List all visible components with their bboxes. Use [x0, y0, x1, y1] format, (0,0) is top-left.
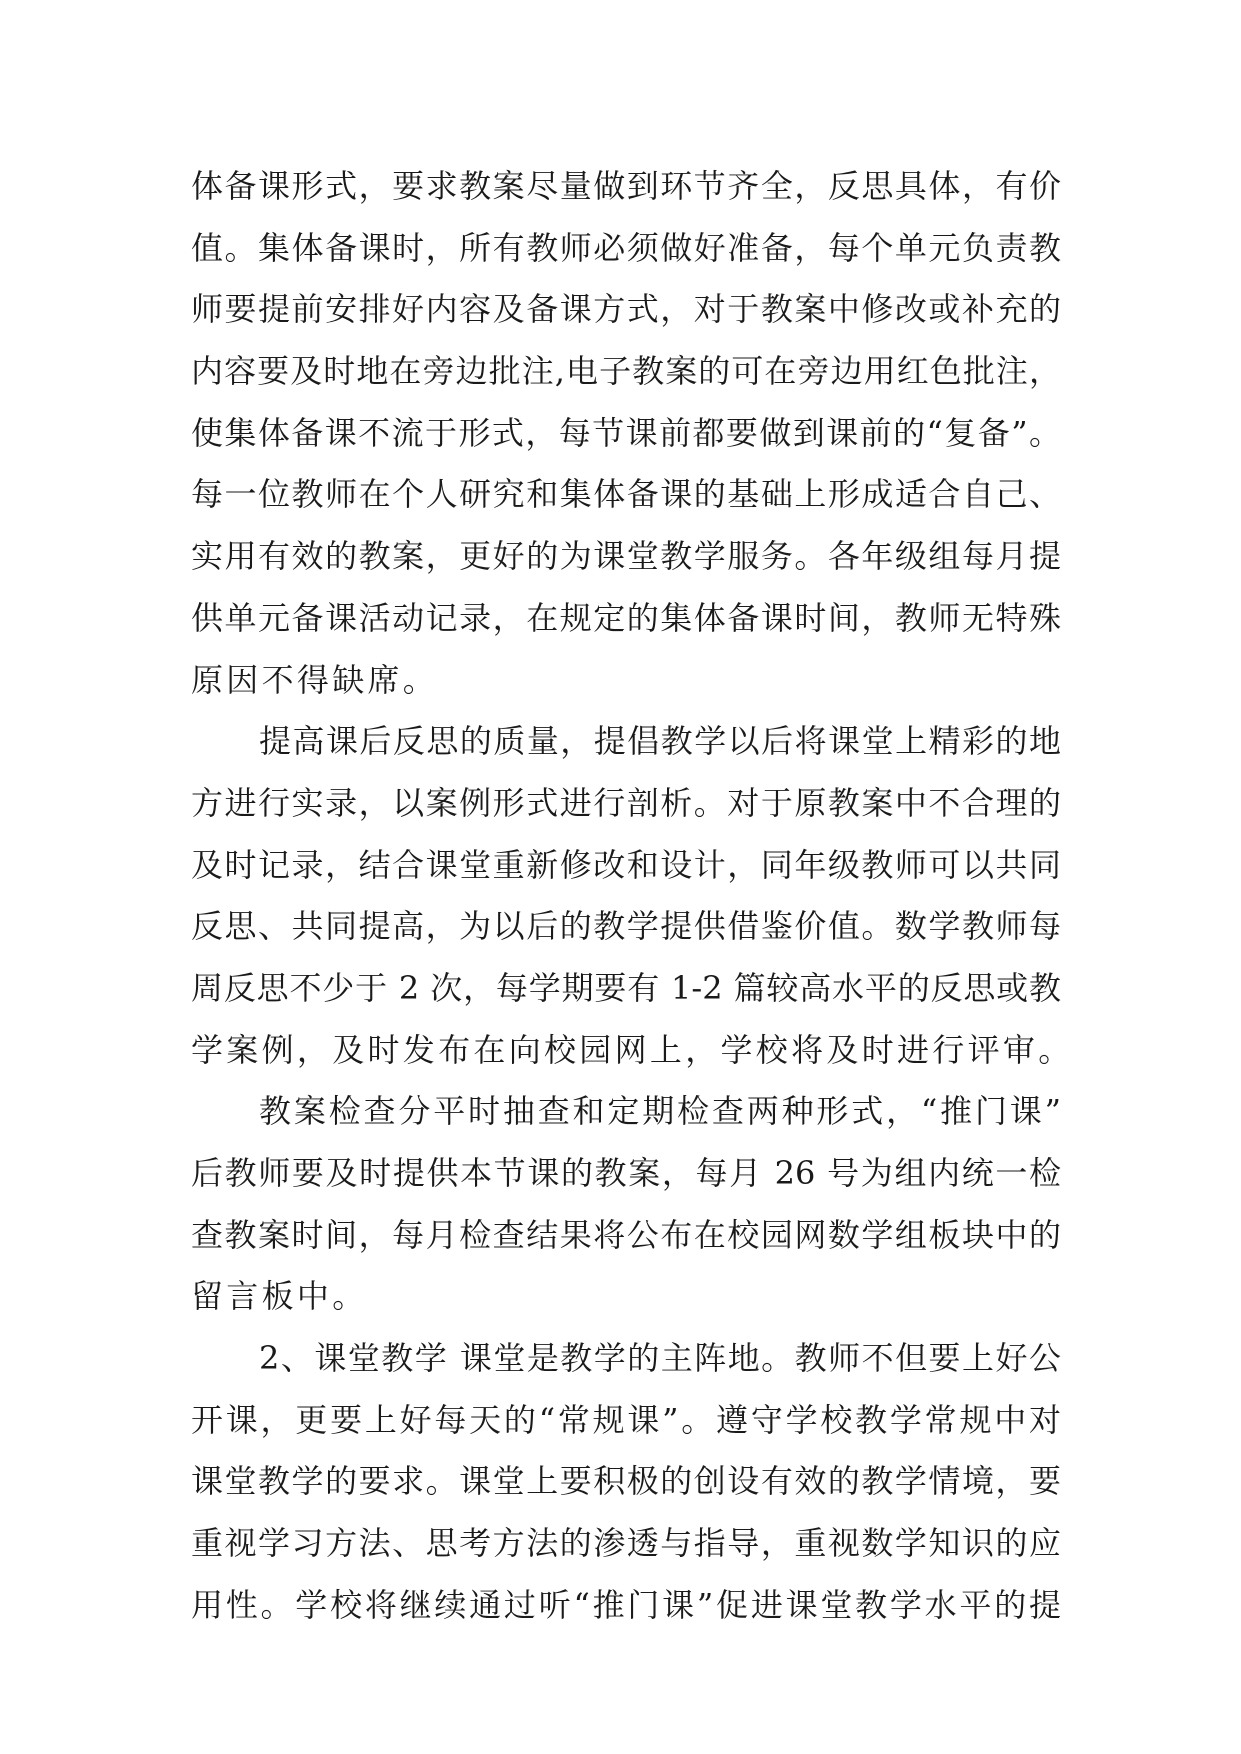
text-line: 教案检查分平时抽查和定期检查两种形式，“推门课” — [259, 1092, 1061, 1131]
text-line: 师要提前安排好内容及备课方式，对于教案中修改或补充的 — [191, 290, 1061, 329]
text-line: 后教师要及时提供本节课的教案，每月 26 号为组内统一检 — [191, 1154, 1061, 1192]
text-line: 2、课堂教学 课堂是教学的主阵地。教师不但要上好公 — [259, 1339, 1061, 1378]
text-line: 内容要及时地在旁边批注,电子教案的可在旁边用红色批注， — [191, 352, 1061, 391]
text-line: 反思、共同提高，为以后的教学提供借鉴价值。数学教师每 — [191, 907, 1061, 946]
text-line: 实用有效的教案，更好的为课堂教学服务。各年级组每月提 — [191, 537, 1061, 576]
body-text — [191, 156, 1074, 1637]
text-line: 值。集体备课时，所有教师必须做好准备，每个单元负责教 — [191, 228, 1061, 267]
text-line: 课堂教学的要求。课堂上要积极的创设有效的教学情境，要 — [191, 1462, 1061, 1501]
text-line: 用性。学校将继续通过听“推门课”促进课堂教学水平的提 — [191, 1585, 1061, 1624]
text-line: 开课，更要上好每天的“常规课”。遵守学校教学常规中对 — [191, 1400, 1061, 1439]
text-line: 学案例，及时发布在向校园网上，学校将及时进行评审。 — [191, 1030, 1074, 1069]
text-line: 原因不得缺席。 — [191, 660, 439, 699]
paragraph — [191, 1328, 1061, 1636]
text-line: 供单元备课活动记录，在规定的集体备课时间，教师无特殊 — [191, 598, 1061, 637]
paragraph — [191, 711, 1074, 1081]
text-line: 使集体备课不流于形式，每节课前都要做到课前的“复备”。 — [191, 413, 1061, 452]
text-line: 体备课形式，要求教案尽量做到环节齐全，反思具体，有价 — [191, 167, 1061, 205]
text-line: 每一位教师在个人研究和集体备课的基础上形成适合自己、 — [191, 475, 1061, 514]
text-line: 周反思不少于 2 次，每学期要有 1-2 篇较高水平的反思或教 — [191, 968, 1061, 1007]
paragraph — [191, 1081, 1061, 1328]
text-line: 留言板中。 — [191, 1277, 368, 1316]
text-line: 查教案时间，每月检查结果将公布在校园网数学组板块中的 — [191, 1215, 1061, 1254]
text-line: 重视学习方法、思考方法的渗透与指导，重视数学知识的应 — [191, 1524, 1061, 1563]
text-line: 方进行实录，以案例形式进行剖析。对于原教案中不合理的 — [191, 783, 1061, 822]
text-line: 提高课后反思的质量，提倡教学以后将课堂上精彩的地 — [259, 722, 1061, 761]
text-line: 及时记录，结合课堂重新修改和设计，同年级教师可以共同 — [191, 845, 1061, 884]
paragraph — [191, 156, 1061, 711]
